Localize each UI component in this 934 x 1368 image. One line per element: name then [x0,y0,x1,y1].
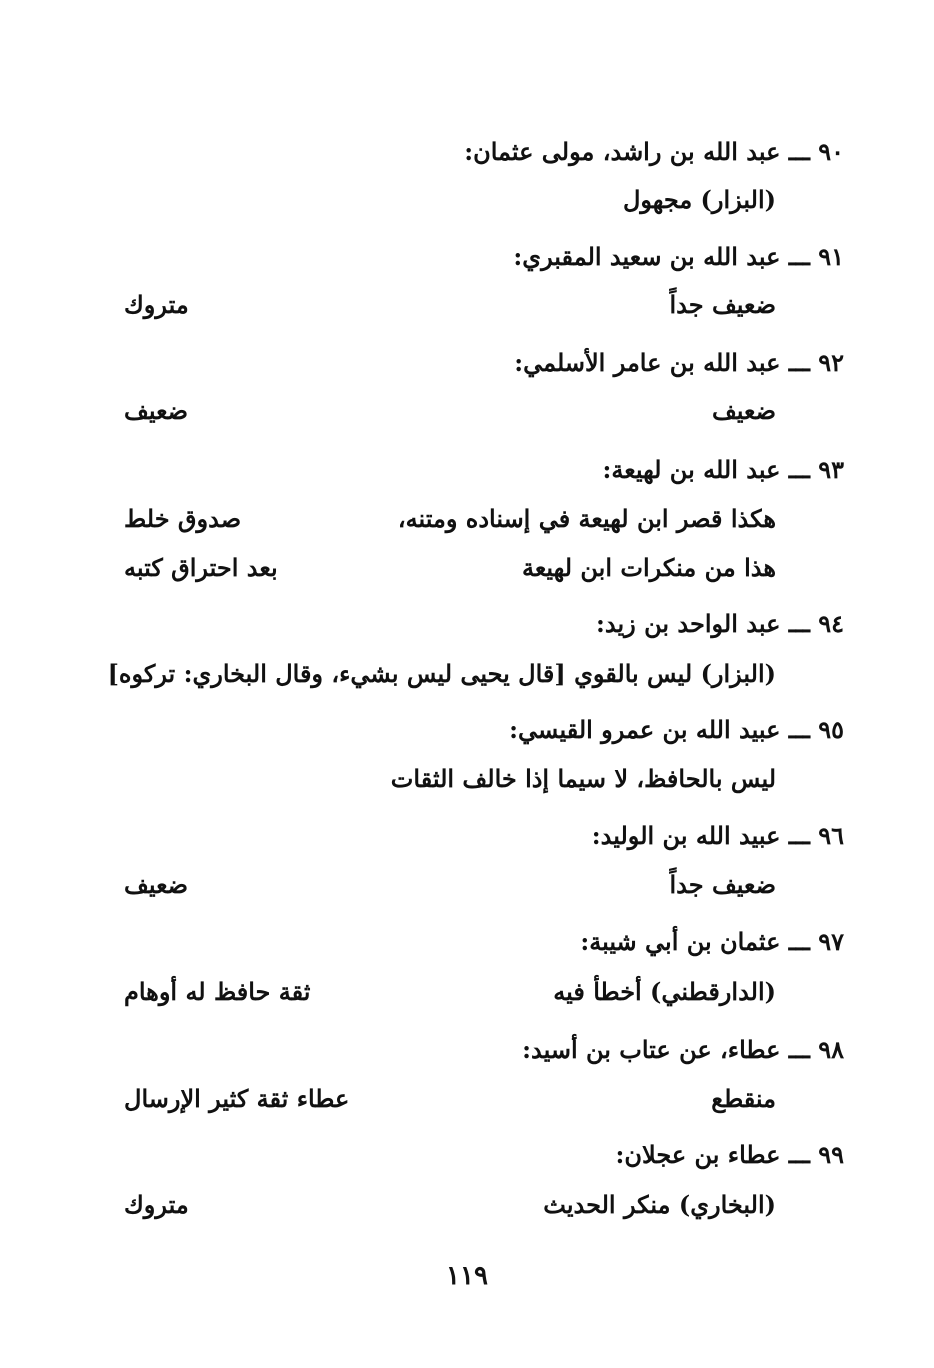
entry-heading [513,240,844,274]
entry-number: ٩٠ [818,137,844,166]
entry-heading [509,713,844,747]
entry-name: عبيد الله بن عمرو القيسي: [509,715,781,744]
entry-grade: ثقة حافظ له أوهام [124,977,311,1006]
entry-name: عبد الله بن لهيعة: [602,455,781,484]
entry-note: (البخاري) منكر الحديث [543,1190,776,1219]
entry-heading [603,453,844,487]
entry-grade: صدوق خلط [124,504,242,533]
entry-number: ٩٩ [818,1140,844,1169]
entry-heading [592,819,844,853]
entry-note: ضعيف جداً [669,870,776,899]
entry-dash: ـــ [788,137,810,166]
entry-name: عطاء، عن عتاب بن أسيد: [522,1035,781,1064]
entry-number: ٩٣ [818,455,844,484]
entry-number: ٩٤ [818,609,844,638]
entry-heading [580,925,844,959]
entry-name: عبيد الله بن الوليد: [591,821,781,850]
entry-heading [514,346,844,380]
entry-note: (البزار) مجهول [622,185,776,214]
entry-heading [464,135,844,169]
entry-name: عبد الواحد بن زيد: [596,609,781,638]
entry-number: ٩٢ [818,348,844,377]
entry-name: عبد الله بن سعيد المقبري: [513,242,781,271]
entry-dash: ـــ [788,927,810,956]
entry-heading [596,607,844,641]
entry-number: ٩٧ [818,927,844,956]
entry-note: ضعيف جداً [669,290,776,319]
entry-dash: ـــ [788,715,810,744]
entry-grade: متروك [124,290,189,319]
page-number: ١١٩ [446,1261,488,1291]
entry-dash: ـــ [788,348,810,377]
entry-note: ليس بالحافظ، لا سيما إذا خالف الثقات [390,764,776,793]
entry-name: عبد الله بن راشد، مولى عثمان: [464,137,781,166]
entry-dash: ـــ [788,455,810,484]
entry-grade: عطاء ثقة كثير الإرسال [124,1084,350,1113]
entry-name: عثمان بن أبي شيبة: [580,927,781,956]
entry-number: ٩٥ [818,715,844,744]
entry-dash: ـــ [788,1140,810,1169]
entry-grade: بعد احتراق كتبه [124,553,278,582]
entry-name: عبد الله بن عامر الأسلمي: [514,348,781,377]
entry-note: هكذا قصر ابن لهيعة في إسناده ومتنه، [397,504,776,533]
entry-note: (البزار) ليس بالقوي [قال يحيى ليس بشيء، وقال البخاري: تركوه] [107,659,776,688]
entry-dash: ـــ [788,821,810,850]
entry-dash: ـــ [788,242,810,271]
entry-note: (الدارقطني) أخطأ فيه [553,977,776,1006]
entry-number: ٩٨ [818,1035,844,1064]
entry-number: ٩٦ [818,821,844,850]
entry-grade: متروك [124,1190,189,1219]
entry-name: عطاء بن عجلان: [615,1140,781,1169]
entry-grade: ضعيف [124,396,189,425]
entry-note: منقطع [711,1084,776,1113]
entry-note: هذا من منكرات ابن لهيعة [521,553,776,582]
entry-note: ضعيف [711,396,776,425]
entry-number: ٩١ [818,242,844,271]
entry-heading [522,1033,844,1067]
entry-heading [616,1138,844,1172]
entry-dash: ـــ [788,1035,810,1064]
entry-dash: ـــ [788,609,810,638]
entry-grade: ضعيف [124,870,189,899]
